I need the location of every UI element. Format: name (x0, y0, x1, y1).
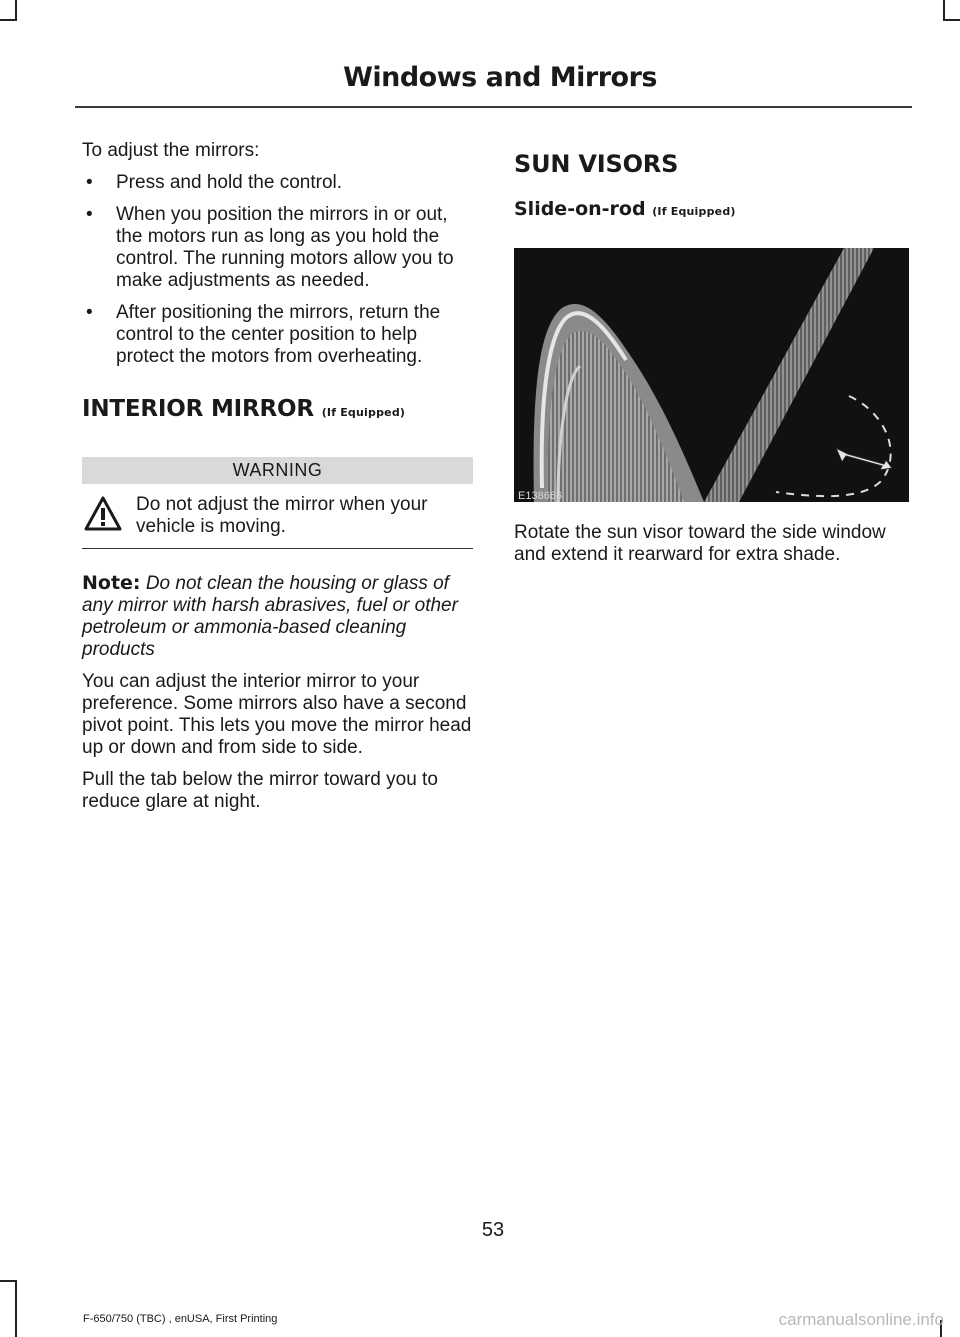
crop-mark-bottom-left-h (0, 1280, 17, 1282)
crop-mark-bottom-left (15, 1280, 17, 1337)
crop-mark-top-left-h (0, 19, 17, 21)
bullet-icon: • (86, 172, 93, 193)
section-heading-sun-visors: SUN VISORS (514, 150, 679, 178)
note-text: Do not clean the housing or glass of any mirror with harsh abrasives, fuel or other petroleum or ammonia-based cleaning products (82, 573, 458, 660)
list-item-text: After positioning the mirrors, return the control to the center position to help protect the motors from overheating. (116, 302, 441, 367)
warning-text: Do not adjust the mirror when your vehicle is moving. (136, 494, 428, 537)
sun-visor-caption: Rotate the sun visor toward the side window and extend it rearward for extra shade. (514, 522, 886, 565)
figure-label: E138666 (518, 490, 563, 502)
paragraph-glare: Pull the tab below the mirror toward you to reduce glare at night. (82, 769, 438, 812)
subsection-heading-slide-on-rod (514, 198, 907, 220)
list-item (82, 204, 475, 292)
warning-box (82, 457, 475, 549)
warning-body (82, 484, 473, 549)
subsection-title: Slide-on-rod (514, 198, 646, 220)
header-rule (75, 106, 912, 108)
warning-heading: WARNING (82, 457, 473, 484)
slide-arrow-icon (836, 448, 892, 470)
section-title: INTERIOR MIRROR (82, 396, 314, 422)
intro-text: To adjust the mirrors: (82, 140, 260, 161)
paragraph-adjust: You can adjust the interior mirror to your preference. Some mirrors also have a second pivot point. This lets you move the mirror head up or down and from side to side. (82, 671, 472, 758)
sun-visor-figure (514, 248, 909, 502)
crop-mark-top-right (943, 0, 945, 20)
left-column (82, 140, 475, 823)
crop-mark-top-left (15, 0, 17, 20)
section-tag: (If Equipped) (321, 406, 406, 419)
sun-visor-illustration (514, 248, 909, 502)
subsection-tag: (If Equipped) (652, 205, 736, 218)
section-heading-interior-mirror (82, 396, 475, 422)
list-item (82, 172, 475, 194)
crop-mark-top-right-h (943, 19, 960, 21)
bullet-icon: • (86, 204, 93, 225)
list-item-text: Press and hold the control. (116, 172, 343, 193)
note-paragraph (82, 572, 475, 661)
note-label: Note: (82, 572, 141, 594)
list-item-text: When you position the mirrors in or out, the motors run as long as you hold the control. The running motors allow you to make adjustments as needed. (116, 204, 454, 291)
watermark: carmanualsonline.info (778, 1310, 944, 1329)
edition-footer: F-650/750 (TBC) , enUSA, First Printing (83, 1313, 278, 1325)
page-title: Windows and Mirrors (343, 62, 657, 93)
right-column (514, 140, 907, 576)
adjust-steps-list (82, 172, 475, 368)
list-item (82, 302, 475, 368)
bullet-icon: • (86, 302, 93, 323)
warning-triangle-icon (84, 496, 122, 532)
page-number: 53 (481, 1219, 505, 1241)
